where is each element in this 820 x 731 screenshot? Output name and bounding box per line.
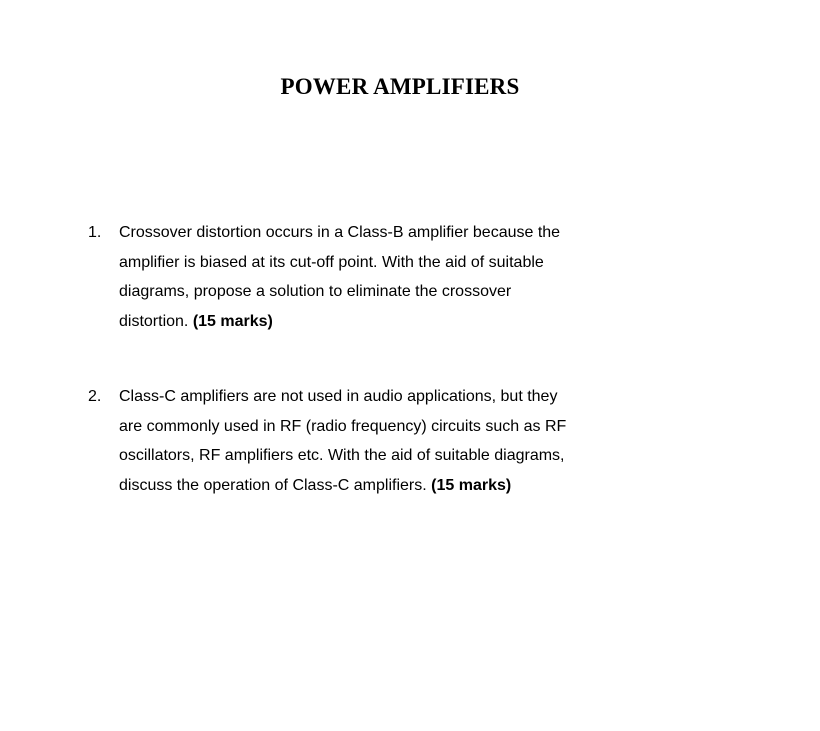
question-text — [119, 382, 608, 500]
question-number: 2. — [88, 388, 102, 405]
question-line-last — [119, 307, 608, 337]
question-line: diagrams, propose a solution to eliminate the crossover — [119, 283, 512, 301]
question-line-last — [119, 471, 608, 501]
marks-label: (15 marks) — [192, 312, 273, 330]
question-line: Crossover distortion occurs in a Class-B amplifier because the — [119, 224, 561, 241]
question-text — [119, 218, 608, 336]
question-line: discuss the operation of Class-C amplifiers. — [119, 476, 427, 494]
question-line: distortion. — [119, 312, 189, 330]
question-2 — [88, 382, 608, 500]
question-1 — [88, 218, 608, 336]
question-line: oscillators, RF amplifiers etc. With the aid of suitable diagrams, — [119, 447, 565, 465]
marks-label: (15 marks) — [431, 476, 512, 494]
question-line: Class-C amplifiers are not used in audio applications, but they — [119, 388, 558, 405]
question-line: amplifier is biased at its cut-off point. With the aid of suitable — [119, 253, 544, 271]
question-line: are commonly used in RF (radio frequency) circuits such as RF — [119, 417, 567, 435]
question-number: 1. — [88, 224, 102, 241]
page-title: POWER AMPLIFIERS — [280, 74, 520, 99]
